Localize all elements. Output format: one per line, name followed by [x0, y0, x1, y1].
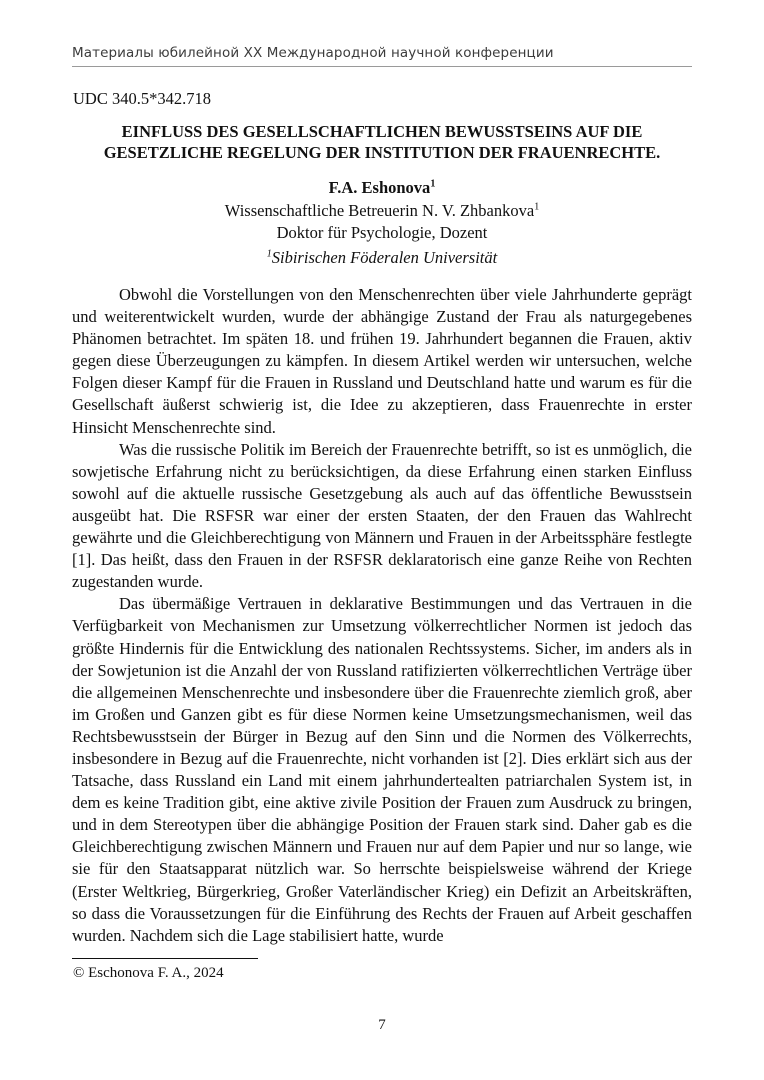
udc-code: UDC 340.5*342.718: [73, 89, 211, 108]
position-line: Doktor für Psychologie, Dozent: [276, 223, 488, 242]
article-body: [72, 284, 692, 947]
footnote-divider: [72, 958, 258, 959]
affiliation-text: Sibirischen Föderalen Universität: [271, 248, 498, 267]
affiliation-line: [72, 248, 692, 268]
page-number: 7: [378, 1017, 386, 1033]
affiliation-marker: 1: [266, 248, 272, 260]
running-head: Материалы юбилейной XX Международной научной конференции: [72, 45, 554, 61]
title-line-2: GESETZLICHE REGELUNG DER INSTITUTION DER FRAUENRECHTE.: [103, 143, 661, 162]
paragraph-3: Das übermäßige Vertrauen in deklarative Bestimmungen und das Vertrauen in die Verfügbarkeit von Mechanismen zur Umsetzung völkerrechtlicher Normen ist jedoch das größte Hindernis für die Entwicklung des nationalen Rechtssystems. Sicher, im anders als in der Sowjetunion ist die Anzahl der von Russland ratifizierten völkerrechtlichen Verträge über die allgemeinen Menschenrechte und insbesondere über die Frauenrechte ziemlich groß, aber im Großen und Ganzen gibt es für diese Normen keine Umsetzungsmechanismen, weil das Rechtsbewusstsein der Bürger in Bezug auf den Sinn und die Normen des Völkerrechts, insbesondere in Bezug auf die Frauenrechte, nicht vorhanden ist [2]. Dies erklärt sich aus der Tatsache, dass Russland ein Land mit einem jahrhundertealten patriarchalen System ist, in dem es keine Tradition gibt, eine aktive zivile Position der Frauen zum Ausdruck zu bringen, und in dem Stereotypen über die abhängige Position der Frauen stark sind. Daher gab es die Gleichberechtigung zwischen Männern und Frauen nur auf dem Papier und nur so lange, wie sie für den Staatsapparat nützlich war. So herrschte beispielsweise während der Kriege (Erster Weltkrieg, Bürgerkrieg, Großer Vaterländischer Krieg) ein Defizit an Arbeitskräften, so dass die Voraussetzungen für die Einführung des Rechts der Frauen auf Arbeit geschaffen wurden. Nachdem sich die Lage stabilisiert hatte, wurde: [72, 594, 692, 945]
author-name-text: F.A. Eshonova: [328, 178, 431, 197]
title-line-1: EINFLUSS DES GESELLSCHAFTLICHEN BEWUSSTSEINS AUF DIE: [121, 122, 643, 141]
supervisor-affiliation-marker: 1: [534, 201, 540, 213]
supervisor-text: Wissenschaftliche Betreuerin N. V. Zhbankova: [224, 201, 535, 220]
paragraph-2: Was die russische Politik im Bereich der Frauenrechte betrifft, so ist es unmöglich, die sowjetische Erfahrung nicht zu berücksichtigen, da diese Erfahrung einen starken Einfluss sowohl auf die aktuelle russische Gesetzgebung als auch auf das öffentliche Bewusstsein ausgeübt hat. Die RSFSR war einer der ersten Staaten, der den Frauen das Wahlrecht gewährte und die Gleichberechtigung von Männern und Frauen in der Arbeitssphäre festlegte [1]. Das heißt, dass den Frauen in der RSFSR deklaratorisch eine ganze Reihe von Rechten zugestanden wurde.: [72, 439, 692, 592]
supervisor-line: [72, 201, 692, 221]
copyright-footnote: © Eschonova F. A., 2024: [73, 965, 224, 981]
header-divider: [72, 66, 692, 67]
paragraph-1: Obwohl die Vorstellungen von den Menschenrechten über viele Jahrhunderte geprägt und weiterentwickelt wurden, wurde der abhängige Zustand der Frau als naturgegebenes Phänomen betrachtet. Im späten 18. und frühen 19. Jahrhundert begannen die Frauen, aktiv gegen diese Überzeugungen zu kämpfen. In diesem Artikel werden wir untersuchen, welche Folgen dieser Kampf für die Frauen in Russland und Deutschland hatte und warum es für die Gesellschaft äußerst schwierig ist, die Idee zu akzeptieren, dass Frauenrechte in erster Hinsicht Menschenrechte sind.: [72, 285, 692, 437]
author-affiliation-marker: 1: [430, 178, 436, 190]
article-title: [72, 121, 692, 163]
author-name: [72, 178, 692, 198]
